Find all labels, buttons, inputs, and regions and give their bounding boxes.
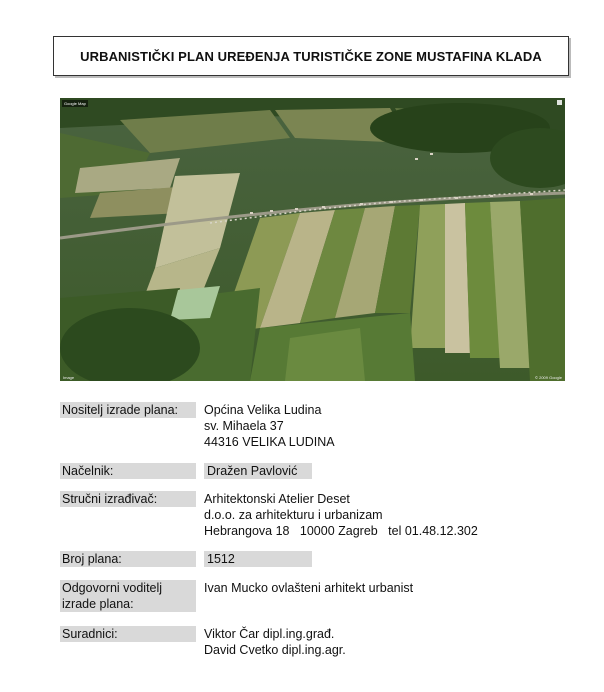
value-line: 1512 bbox=[207, 552, 235, 566]
row-nacelnik bbox=[60, 463, 570, 479]
value-nacelnik bbox=[204, 463, 312, 479]
label-nacelnik: Načelnik: bbox=[60, 463, 196, 479]
value-line: Ivan Mucko ovlašteni arhitekt urbanist bbox=[204, 581, 414, 595]
image-credit-right: © 2009 Google bbox=[535, 375, 562, 380]
value-line: d.o.o. za arhitekturu i urbanizam bbox=[204, 508, 383, 522]
document-title: URBANISTIČKI PLAN UREĐENJA TURISTIČKE ZONE MUSTAFINA KLADA bbox=[53, 36, 569, 76]
value-line: Viktor Čar dipl.ing.građ. bbox=[204, 627, 335, 641]
map-source-chip: Google Map bbox=[64, 101, 86, 106]
value-suradnici bbox=[204, 626, 346, 658]
value-line: Hebrangova 18 10000 Zagreb tel 01.48.12.302 bbox=[204, 524, 478, 538]
label-broj: Broj plana: bbox=[60, 551, 196, 567]
value-strucni bbox=[204, 491, 478, 539]
value-line: Dražen Pavlović bbox=[207, 464, 298, 478]
plan-info-table bbox=[60, 402, 570, 658]
label-line: Odgovorni voditelj bbox=[62, 581, 163, 595]
label-line: izrade plana: bbox=[62, 597, 134, 611]
value-nositelj bbox=[204, 402, 335, 450]
value-broj bbox=[204, 551, 312, 567]
row-strucni bbox=[60, 491, 570, 539]
value-voditelj bbox=[204, 580, 413, 596]
aerial-landscape-image bbox=[60, 98, 565, 381]
value-line: Arhitektonski Atelier Deset bbox=[204, 492, 350, 506]
label-voditelj bbox=[60, 580, 196, 612]
row-broj bbox=[60, 551, 570, 567]
image-credit-left: Image bbox=[63, 375, 75, 380]
label-nositelj: Nositelj izrade plana: bbox=[60, 402, 196, 418]
row-nositelj bbox=[60, 402, 570, 450]
value-line: 44316 VELIKA LUDINA bbox=[204, 435, 335, 449]
row-voditelj bbox=[60, 580, 570, 612]
label-suradnici: Suradnici: bbox=[60, 626, 196, 642]
aerial-photo bbox=[60, 98, 565, 381]
map-corner-icon bbox=[557, 100, 562, 105]
value-line: sv. Mihaela 37 bbox=[204, 419, 284, 433]
value-line: Općina Velika Ludina bbox=[204, 403, 322, 417]
value-line: David Cvetko dipl.ing.agr. bbox=[204, 643, 346, 657]
label-strucni: Stručni izrađivač: bbox=[60, 491, 196, 507]
row-suradnici bbox=[60, 626, 570, 658]
